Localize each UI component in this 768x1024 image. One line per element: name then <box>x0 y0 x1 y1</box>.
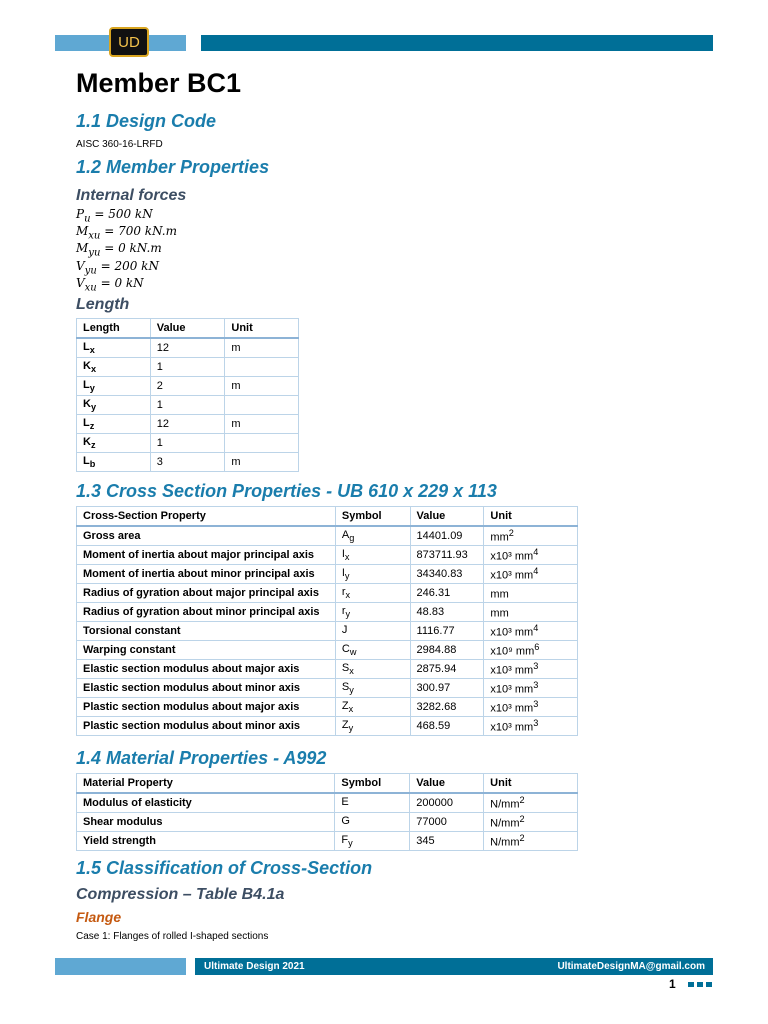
column-header: Symbol <box>335 507 410 527</box>
page-number: 1 <box>669 977 676 991</box>
force-vyu: $V_{yu} = 200$ kN <box>76 259 159 277</box>
table-row <box>77 641 578 660</box>
column-header: Value <box>410 774 484 794</box>
section-cross-section-heading: 1.3 Cross Section Properties - UB 610 x 229 x 113 <box>76 481 497 501</box>
length-unit <box>225 358 299 377</box>
length-symbol: $L_b$ <box>77 453 151 472</box>
property-name: Torsional constant <box>77 622 336 641</box>
length-symbol: $L_z$ <box>77 415 151 434</box>
length-heading: Length <box>76 296 130 313</box>
property-symbol: $A_g$ <box>335 526 410 546</box>
property-unit: x10³ $mm^4$ <box>484 546 578 565</box>
section-material-heading: 1.4 Material Properties - A992 <box>76 748 327 768</box>
table-row <box>77 377 299 396</box>
property-name: Yield strength <box>77 832 335 851</box>
table-row <box>77 813 578 832</box>
table-row <box>77 565 578 584</box>
table-row <box>77 434 299 453</box>
table-row <box>77 679 578 698</box>
property-symbol: $F_y$ <box>335 832 410 851</box>
length-unit: m <box>225 415 299 434</box>
property-unit: x10³ $mm^4$ <box>484 565 578 584</box>
property-value: 3282.68 <box>410 698 484 717</box>
property-name: Warping constant <box>77 641 336 660</box>
property-name: Radius of gyration about major principal axis <box>77 584 336 603</box>
property-name: Modulus of elasticity <box>77 793 335 813</box>
footer-square-decoration <box>697 982 703 987</box>
compression-heading: Compression – Table B4.1a <box>76 886 285 903</box>
table-header-row <box>77 774 578 794</box>
property-name: Moment of inertia about minor principal axis <box>77 565 336 584</box>
property-name: Shear modulus <box>77 813 335 832</box>
length-unit: m <box>225 377 299 396</box>
property-symbol: E <box>335 793 410 813</box>
property-symbol: $r_y$ <box>335 603 410 622</box>
internal-forces-heading: Internal forces <box>76 187 187 204</box>
case-description: Case 1: Flanges of rolled I-shaped sections <box>76 931 269 942</box>
table-row <box>77 453 299 472</box>
length-value: 12 <box>150 338 225 358</box>
force-mxu: $M_{xu} = 700$ kN.m <box>76 224 177 242</box>
length-unit: m <box>225 453 299 472</box>
property-unit: $N/mm^2$ <box>484 832 578 851</box>
column-header: Value <box>410 507 484 527</box>
force-pu: $P_u = 500$ kN <box>76 207 153 225</box>
length-symbol: $K_z$ <box>77 434 151 453</box>
property-value: 77000 <box>410 813 484 832</box>
property-unit: $mm^2$ <box>484 526 578 546</box>
length-unit <box>225 434 299 453</box>
column-header: Length <box>77 319 151 339</box>
length-value: 12 <box>150 415 225 434</box>
length-symbol: $K_y$ <box>77 396 151 415</box>
property-name: Moment of inertia about major principal axis <box>77 546 336 565</box>
table-row <box>77 622 578 641</box>
property-value: 345 <box>410 832 484 851</box>
table-row <box>77 717 578 736</box>
section-member-properties-heading: 1.2 Member Properties <box>76 157 270 177</box>
length-symbol: $L_y$ <box>77 377 151 396</box>
length-unit <box>225 396 299 415</box>
property-name: Gross area <box>77 526 336 546</box>
property-symbol: $C_w$ <box>335 641 410 660</box>
length-table <box>76 318 299 472</box>
length-value: 3 <box>150 453 225 472</box>
force-vxu: $V_{xu} = 0$ kN <box>76 276 144 294</box>
cross-section-table <box>76 506 578 736</box>
property-name: Elastic section modulus about major axis <box>77 660 336 679</box>
column-header: Unit <box>225 319 299 339</box>
design-code-text: AISC 360-16-LRFD <box>76 139 163 150</box>
table-row <box>77 396 299 415</box>
column-header: Symbol <box>335 774 410 794</box>
header-bar-dark <box>201 35 713 51</box>
property-value: 468.59 <box>410 717 484 736</box>
footer-bar <box>195 958 713 975</box>
property-value: 246.31 <box>410 584 484 603</box>
property-unit: x10³ $mm^3$ <box>484 717 578 736</box>
section-design-code-heading: 1.1 Design Code <box>76 111 217 131</box>
table-header-row <box>77 319 299 339</box>
section-classification-heading: 1.5 Classification of Cross-Section <box>76 858 373 878</box>
property-symbol: $I_x$ <box>335 546 410 565</box>
property-value: 34340.83 <box>410 565 484 584</box>
table-row <box>77 546 578 565</box>
ud-logo: UD <box>109 27 149 57</box>
length-symbol: $K_x$ <box>77 358 151 377</box>
property-unit: x10³ $mm^3$ <box>484 679 578 698</box>
property-value: 873711.93 <box>410 546 484 565</box>
property-unit: x10³ $mm^3$ <box>484 660 578 679</box>
footer-email: UltimateDesignMA@gmail.com <box>557 961 705 972</box>
length-unit: m <box>225 338 299 358</box>
material-table <box>76 773 578 851</box>
footer-bar-light <box>55 958 186 975</box>
property-value: 2875.94 <box>410 660 484 679</box>
footer-square-decoration <box>688 982 694 987</box>
table-row <box>77 338 299 358</box>
table-row <box>77 415 299 434</box>
property-symbol: $I_y$ <box>335 565 410 584</box>
property-unit: $N/mm^2$ <box>484 813 578 832</box>
length-value: 1 <box>150 434 225 453</box>
property-symbol: $r_x$ <box>335 584 410 603</box>
property-symbol: $Z_x$ <box>335 698 410 717</box>
table-row <box>77 660 578 679</box>
force-myu: $M_{yu} = 0$ kN.m <box>76 241 162 259</box>
property-symbol: $S_y$ <box>335 679 410 698</box>
property-unit: x10³ $mm^4$ <box>484 622 578 641</box>
column-header: Material Property <box>77 774 335 794</box>
property-value: 200000 <box>410 793 484 813</box>
column-header: Unit <box>484 507 578 527</box>
flange-heading: Flange <box>76 909 122 925</box>
column-header: Unit <box>484 774 578 794</box>
property-unit: mm <box>484 603 578 622</box>
property-symbol: $Z_y$ <box>335 717 410 736</box>
length-value: 1 <box>150 396 225 415</box>
property-name: Plastic section modulus about minor axis <box>77 717 336 736</box>
property-unit: x10⁹ $mm^6$ <box>484 641 578 660</box>
property-unit: $N/mm^2$ <box>484 793 578 813</box>
property-symbol: $S_x$ <box>335 660 410 679</box>
column-header: Cross-Section Property <box>77 507 336 527</box>
property-value: 1116.77 <box>410 622 484 641</box>
table-row <box>77 584 578 603</box>
property-name: Elastic section modulus about minor axis <box>77 679 336 698</box>
table-row <box>77 832 578 851</box>
length-symbol: $L_x$ <box>77 338 151 358</box>
footer-company: Ultimate Design 2021 <box>204 961 305 972</box>
length-value: 2 <box>150 377 225 396</box>
table-row <box>77 603 578 622</box>
table-row <box>77 358 299 377</box>
property-value: 14401.09 <box>410 526 484 546</box>
property-value: 2984.88 <box>410 641 484 660</box>
property-symbol: G <box>335 813 410 832</box>
table-row <box>77 793 578 813</box>
table-row <box>77 526 578 546</box>
property-value: 300.97 <box>410 679 484 698</box>
property-name: Plastic section modulus about major axis <box>77 698 336 717</box>
property-unit: mm <box>484 584 578 603</box>
length-value: 1 <box>150 358 225 377</box>
table-header-row <box>77 507 578 527</box>
table-row <box>77 698 578 717</box>
page-title: Member BC1 <box>76 68 242 98</box>
property-name: Radius of gyration about minor principal axis <box>77 603 336 622</box>
property-unit: x10³ $mm^3$ <box>484 698 578 717</box>
property-value: 48.83 <box>410 603 484 622</box>
property-symbol: J <box>335 622 410 641</box>
footer-square-decoration <box>706 982 712 987</box>
column-header: Value <box>150 319 225 339</box>
